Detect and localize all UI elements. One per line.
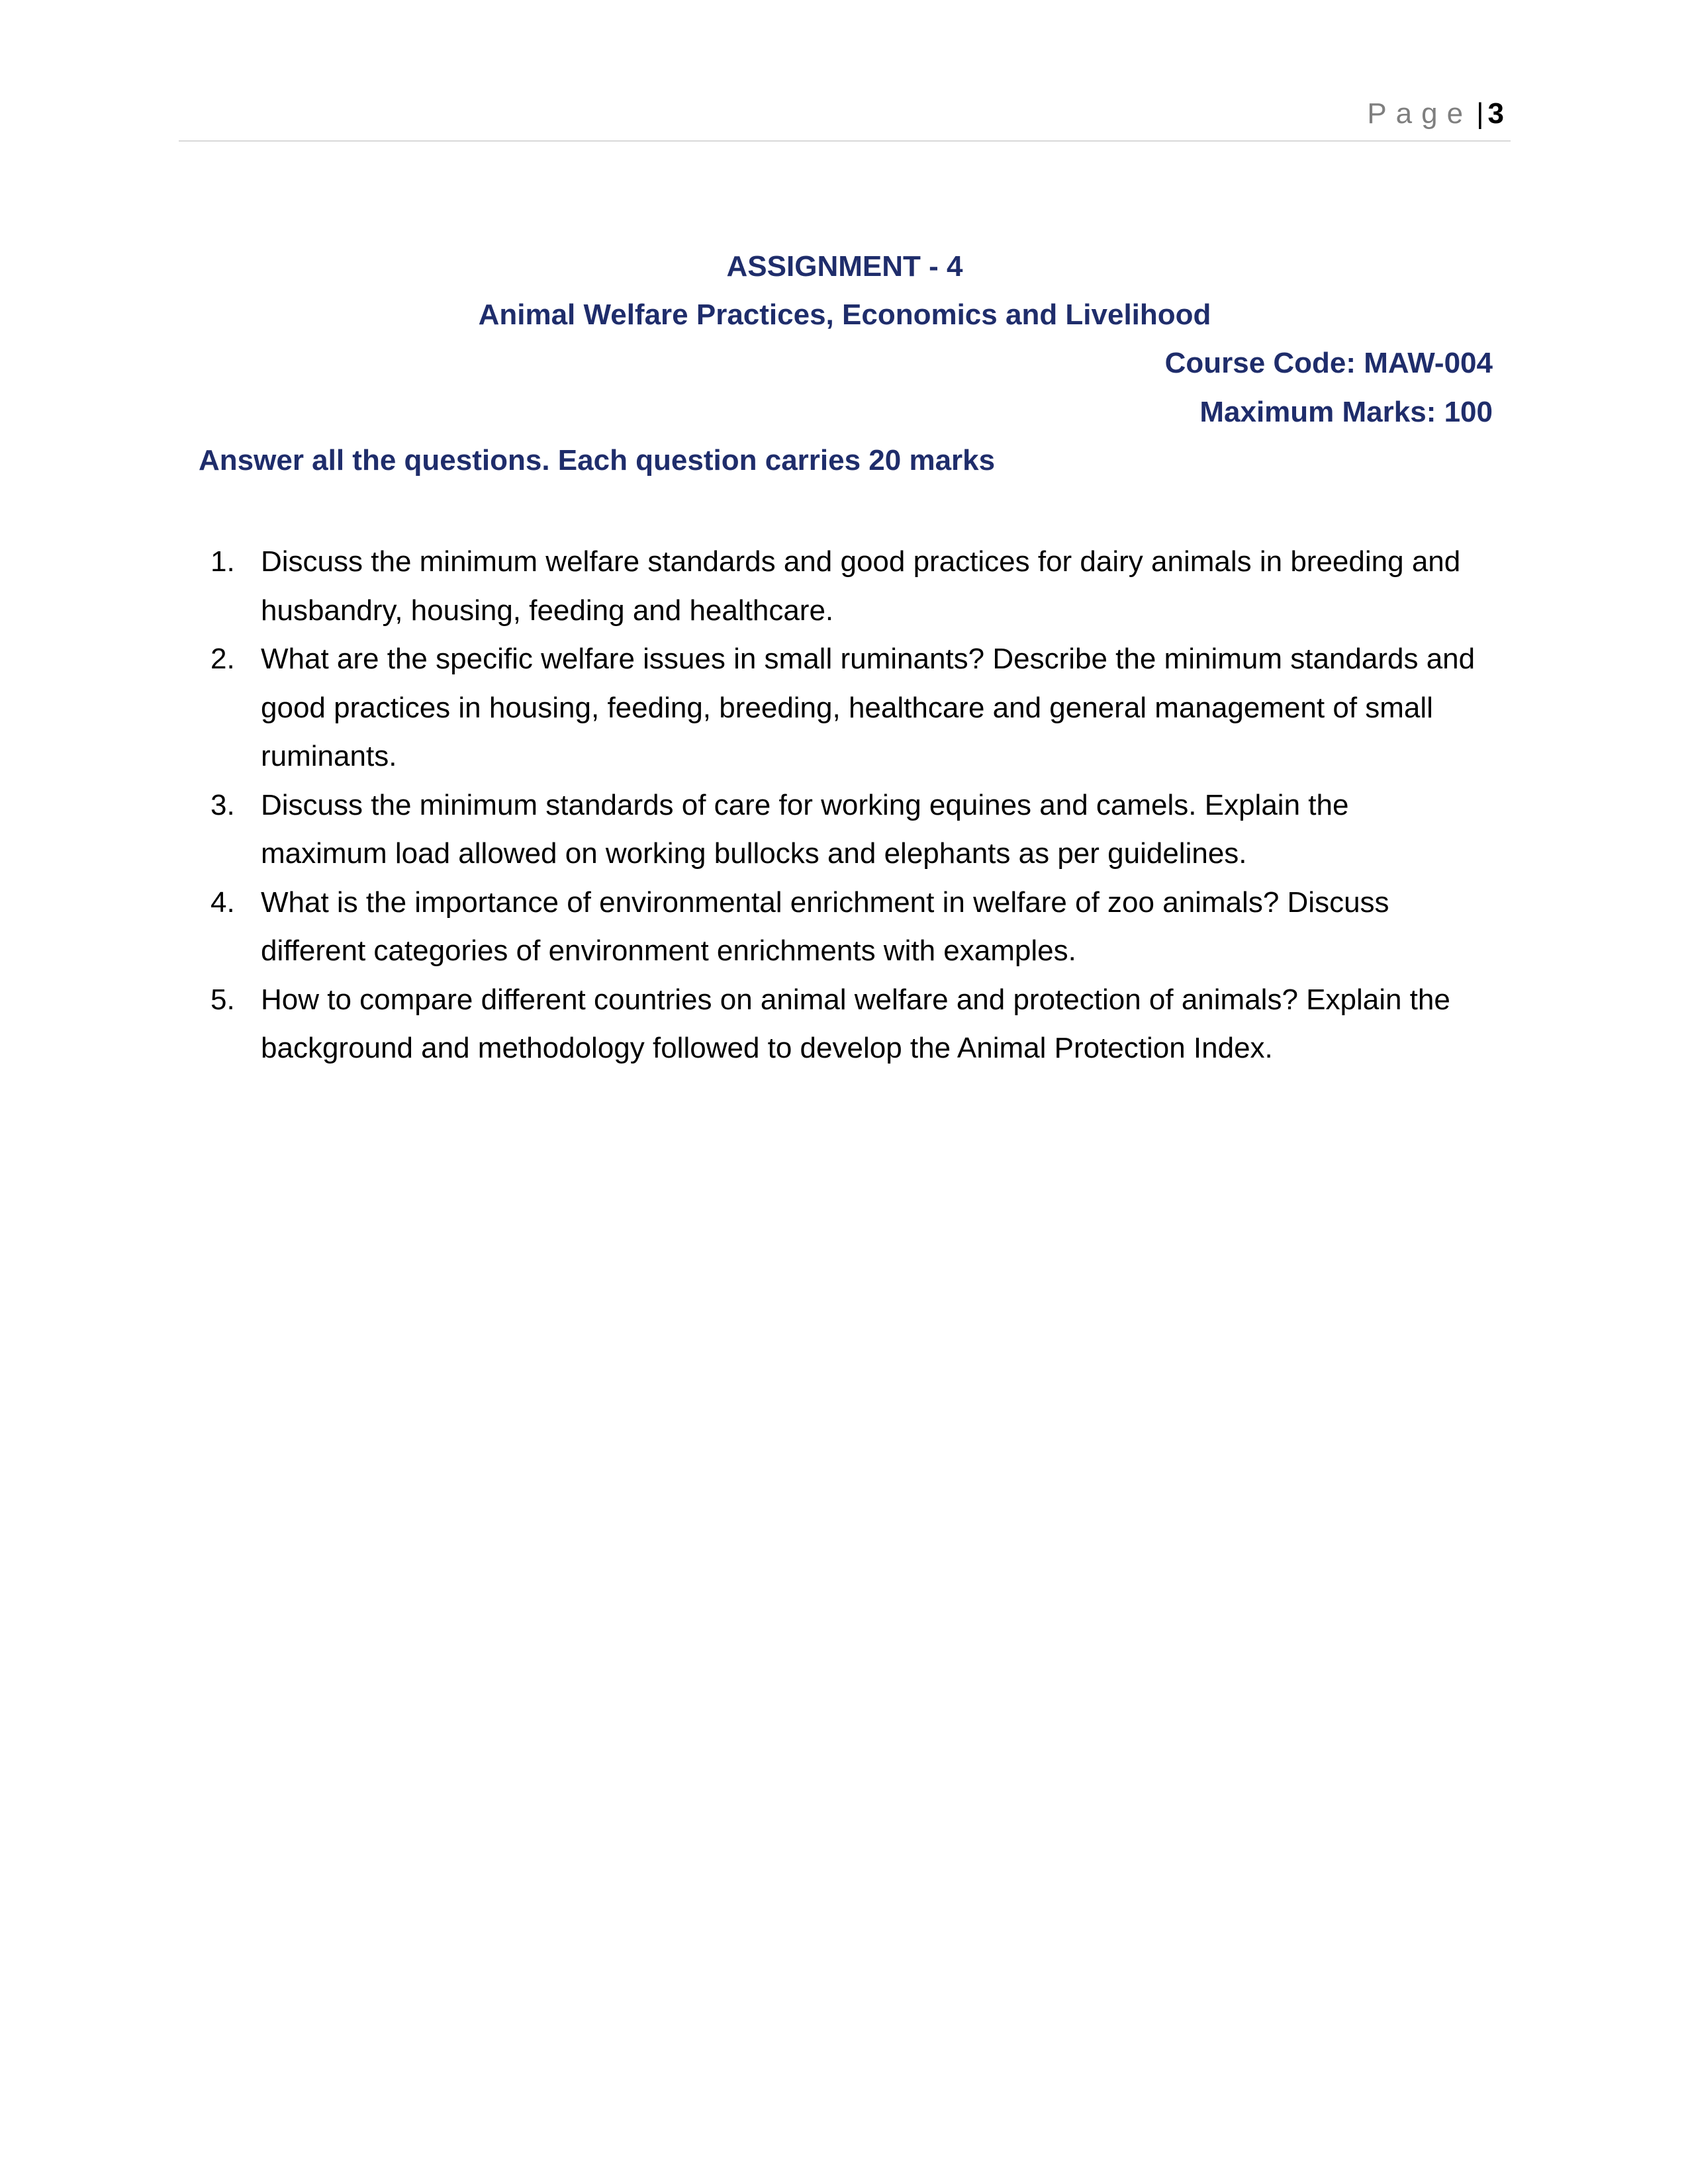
maximum-marks: Maximum Marks: 100 bbox=[1199, 396, 1493, 428]
page-label: Page bbox=[1367, 97, 1473, 130]
question-number: 3. bbox=[211, 788, 235, 821]
question-number: 1. bbox=[211, 545, 235, 578]
question-text: Discuss the minimum standards of care for working equines and camels. Explain the maximum load allowed on working bullocks and elephants as per guidelines. bbox=[261, 788, 1349, 870]
question-item bbox=[199, 635, 1483, 781]
assignment-title: ASSIGNMENT - 4 bbox=[726, 250, 963, 283]
question-number: 4. bbox=[211, 886, 235, 919]
question-text: Discuss the minimum welfare standards and good practices for dairy animals in breeding and husbandry, housing, feeding and healthcare. bbox=[261, 545, 1461, 627]
page-separator: | bbox=[1476, 97, 1484, 130]
question-text: How to compare different countries on animal welfare and protection of animals? Explain the background and methodology followed to develop the Animal Protection Index. bbox=[261, 983, 1450, 1064]
question-item bbox=[199, 976, 1483, 1073]
page-number-indicator bbox=[1367, 99, 1504, 128]
page-header bbox=[179, 93, 1511, 142]
question-text: What is the importance of environmental enrichment in welfare of zoo animals? Discuss different categories of environment enrichments with examples. bbox=[261, 886, 1389, 967]
question-text: What are the specific welfare issues in small ruminants? Describe the minimum standards and good practices in housing, feeding, breeding, healthcare and general management of small ruminants. bbox=[261, 643, 1476, 772]
question-item bbox=[199, 537, 1483, 635]
question-item bbox=[199, 781, 1483, 878]
instructions: Answer all the questions. Each question carries 20 marks bbox=[199, 444, 996, 477]
question-number: 2. bbox=[211, 643, 235, 675]
assignment-subtitle: Animal Welfare Practices, Economics and Livelihood bbox=[478, 298, 1211, 331]
page-number: 3 bbox=[1487, 97, 1504, 130]
question-item bbox=[199, 878, 1483, 976]
question-number: 5. bbox=[211, 983, 235, 1016]
question-list bbox=[199, 537, 1483, 1073]
course-code: Course Code: MAW-004 bbox=[1164, 347, 1493, 379]
